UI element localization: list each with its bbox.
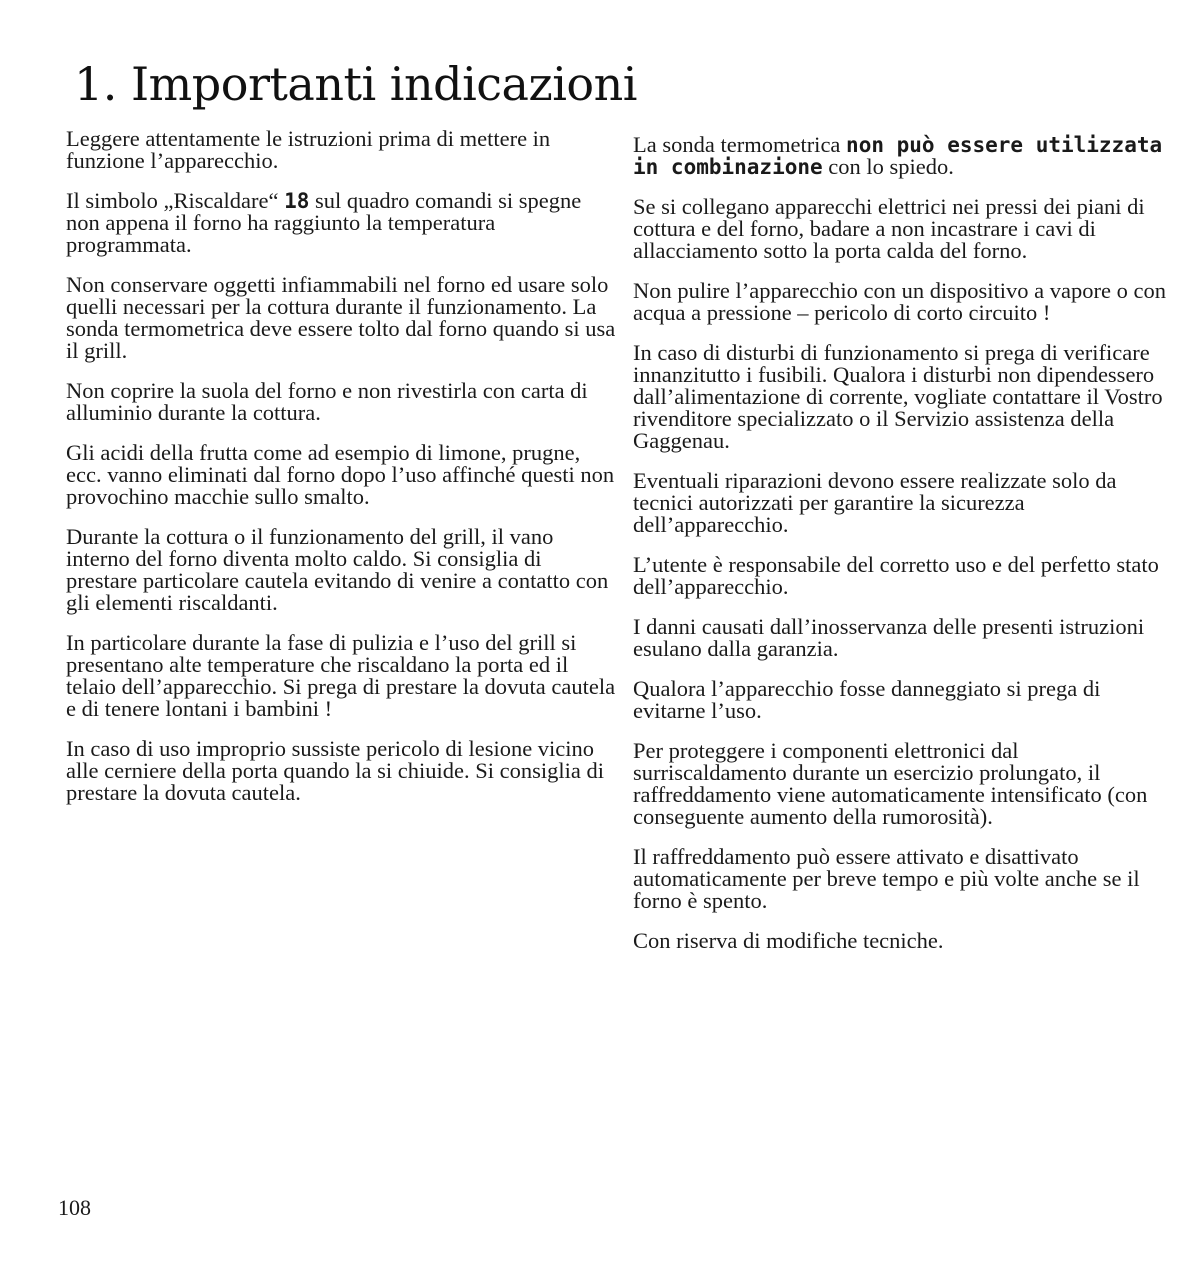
right-column <box>633 134 1173 970</box>
symbol-number: 18 <box>284 189 310 213</box>
paragraph-malfunction: In caso di disturbi di funzionamento si prega di verificare innanzitutto i fusibili. Qualora i disturbi non dipendessero dall’alimentazione di corrente, vogliate contattare il Vostro rivenditore specializzato o il Servizio assistenza della Gaggenau. <box>633 340 1163 453</box>
paragraph-cleaning-heat: In particolare durante la fase di pulizia e l’uso del grill si presentano alte temperature che riscaldano la porta ed il telaio dell’apparecchio. Si prega di prestare la dovuta cautela e di tenere lontani i bambini ! <box>66 630 616 721</box>
paragraph-steam-cleaning: Non pulire l’apparecchio con un dispositivo a vapore o con acqua a pressione – pericolo di corto circuito ! <box>633 278 1166 325</box>
paragraph-flammable-objects: Non conservare oggetti infiammabili nel forno ed usare solo quelli necessari per la cottura durante il funzionamento. La sonda termometrica deve essere tolto dal forno quando si usa il grill. <box>66 272 616 363</box>
paragraph-oven-floor: Non coprire la suola del forno e non rivestirla con carta di alluminio durante la cottura. <box>66 378 588 425</box>
paragraph-door-hinges: In caso di uso improprio sussiste pericolo di lesione vicino alle cerniere della porta quando la si chiuide. Si consiglia di prestare la dovuta cautela. <box>66 736 604 805</box>
paragraph-technical-changes: Con riserva di modifiche tecniche. <box>633 928 944 953</box>
page-number: 108 <box>58 1195 91 1220</box>
paragraph-probe-spit <box>633 134 1173 178</box>
paragraph-user-responsibility: L’utente è responsabile del corretto uso e del perfetto stato dell’apparecchio. <box>633 552 1159 599</box>
paragraph-hot-interior: Durante la cottura o il funzionamento del grill, il vano interno del forno diventa molto caldo. Si consiglia di prestare particolare cautela evitando di venire a contatto con gli elementi riscaldanti. <box>66 524 609 615</box>
paragraph-text: sul quadro comandi si spegne non appena il forno ha raggiunto la temperatura programmata. <box>66 188 582 257</box>
paragraph-text: con lo spiedo. <box>822 154 954 179</box>
paragraph-text: La sonda termometrica <box>633 132 847 157</box>
paragraph-electric-cables: Se si collegano apparecchi elettrici nei pressi dei piani di cottura e del forno, badare a non incastrare i cavi di allacciamento sotto la porta calda del forno. <box>633 194 1145 263</box>
paragraph-read-instructions: Leggere attentamente le istruzioni prima di mettere in funzione l’apparecchio. <box>66 126 551 173</box>
paragraph-text: Il simbolo „Riscaldare“ <box>66 188 285 213</box>
bold-warning: non può essere utilizzata in combinazione <box>633 133 1163 179</box>
paragraph-warranty: I danni causati dall’inosservanza delle presenti istruzioni esulano dalla garanzia. <box>633 614 1145 661</box>
paragraph-fruit-acids: Gli acidi della frutta come ad esempio di limone, prugne, ecc. vanno eliminati dal forno dopo l’uso affinché questi non provochino macchie sullo smalto. <box>66 440 615 509</box>
paragraph-damaged-appliance: Qualora l’apparecchio fosse danneggiato si prega di evitarne l’uso. <box>633 676 1101 723</box>
paragraph-heating-symbol <box>66 190 616 256</box>
paragraph-cooling-auto: Il raffreddamento può essere attivato e disattivato automaticamente per breve tempo e più volte anche se il forno è spento. <box>633 844 1140 913</box>
left-column <box>66 128 616 822</box>
paragraph-cooling: Per proteggere i componenti elettronici dal surriscaldamento durante un esercizio prolungato, il raffreddamento viene automaticamente intensificato (con conseguente aumento della rumorosità). <box>633 738 1148 829</box>
paragraph-repairs: Eventuali riparazioni devono essere realizzate solo da tecnici autorizzati per garantire la sicurezza dell’apparecchio. <box>633 468 1117 537</box>
page-title: 1. Importanti indicazioni <box>74 57 637 111</box>
